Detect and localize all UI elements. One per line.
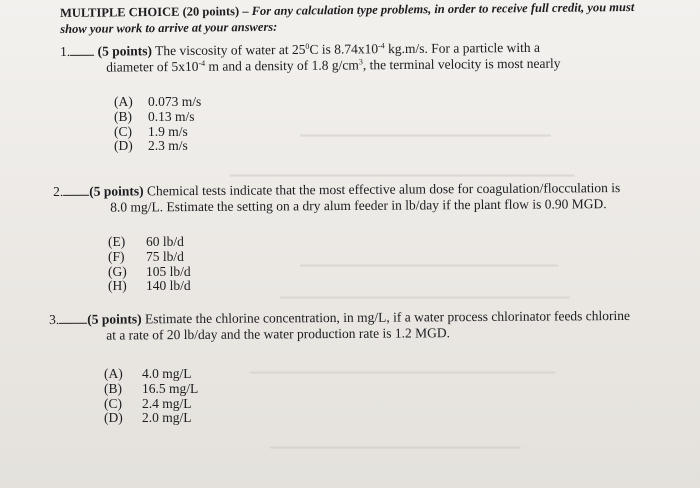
- bleed-through: ━━━━━━━━━━━━━━━━━━━━━━━━━━━━━━━━: [270, 440, 521, 455]
- question-1: [60, 38, 680, 76]
- choices-question-2: [108, 235, 191, 294]
- question-3: [49, 307, 679, 344]
- superscript: 0: [305, 41, 310, 51]
- choice-text: 105 lb/d: [146, 263, 191, 279]
- bleed-through: ━━━━━━━━━━━━━━━━━━━━━━━━━━━━━━━━━━━━━━━━━━━━: [230, 168, 575, 183]
- choice-option[interactable]: [108, 235, 191, 250]
- question-text: kg.m/s. For a particle with a: [384, 39, 541, 57]
- bleed-through: ━━━━━━━━━━━━━━━━━━━━━━━━━━━━━━━━: [300, 128, 551, 143]
- superscript: 3: [358, 57, 363, 67]
- question-text: 8.0 mg/L. Estimate the setting on a dry alum feeder in lb/day if the plant flow is 0.90 MGD.: [110, 196, 607, 215]
- choice-letter: (B): [114, 108, 132, 124]
- choice-text: 0.073 m/s: [148, 94, 202, 109]
- choice-letter: (F): [108, 248, 125, 264]
- question-points: (5 points): [87, 311, 142, 327]
- question-text: m and a density of 1.8 g/cm: [205, 57, 359, 74]
- superscript: -4: [198, 58, 206, 68]
- choice-letter: (A): [114, 94, 133, 109]
- choice-text: 2.3 m/s: [148, 138, 188, 154]
- choice-letter: (D): [114, 138, 133, 154]
- choice-letter: (H): [108, 278, 127, 294]
- question-number: 2.: [53, 183, 64, 199]
- question-text: The viscosity of water at 25: [155, 41, 306, 59]
- choice-option[interactable]: [104, 397, 198, 412]
- choice-option[interactable]: [108, 265, 191, 280]
- bleed-through: ━━━━━━━━━━━━━━━━━━━━━━━━━━━━━━━━━: [300, 258, 559, 273]
- choice-text: 1.9 m/s: [148, 123, 188, 139]
- choices-question-3: [104, 367, 198, 426]
- choices-question-1: [114, 95, 201, 154]
- question-text: diameter of 5x10: [106, 58, 199, 75]
- choice-option[interactable]: [114, 125, 201, 140]
- answer-blank[interactable]: [59, 311, 87, 324]
- choice-option[interactable]: [108, 250, 191, 265]
- question-2: [53, 179, 683, 216]
- question-number: 3.: [49, 311, 60, 327]
- answer-blank[interactable]: [70, 43, 94, 56]
- choice-letter: (G): [108, 263, 127, 279]
- choice-text: 60 lb/d: [146, 234, 184, 249]
- choice-option[interactable]: [104, 411, 198, 426]
- choice-text: 0.13 m/s: [148, 108, 195, 124]
- section-instructions-line1: For any calculation type problems, in order to receive full credit, you must: [251, 0, 635, 18]
- bleed-through: ━━━━━━━━━━━━━━━━━━━━━━━━━━━━━━━━━━━━━━━: [250, 365, 556, 380]
- choice-letter: (C): [104, 395, 122, 411]
- choice-option[interactable]: [108, 279, 191, 294]
- choice-letter: (D): [104, 410, 123, 426]
- choice-option[interactable]: [104, 382, 198, 397]
- question-text: , the terminal velocity is most nearly: [362, 55, 561, 73]
- choice-letter: (B): [104, 380, 122, 396]
- section-title: MULTIPLE CHOICE (20 points) –: [60, 3, 252, 20]
- answer-blank[interactable]: [63, 183, 89, 196]
- question-text: C is 8.74x10: [309, 41, 379, 57]
- question-number: 1.: [60, 43, 71, 59]
- question-text: at a rate of 20 lb/day and the water production rate is 1.2 MGD.: [106, 325, 450, 343]
- choice-letter: (E): [108, 234, 126, 249]
- choice-option[interactable]: [104, 367, 198, 382]
- choice-letter: (A): [104, 366, 123, 381]
- choice-text: 75 lb/d: [146, 248, 184, 264]
- question-text: Estimate the chlorine concentration, in mg/L, if a water process chlorinator feeds chlorine: [144, 307, 631, 327]
- choice-option[interactable]: [114, 139, 201, 154]
- bleed-through: ━━━━━━━━━━━━━━━━━━━━━━━━━━━━━━━━━━━━━: [280, 290, 570, 305]
- question-points: (5 points): [97, 43, 153, 59]
- choice-text: 4.0 mg/L: [142, 366, 192, 381]
- choice-option[interactable]: [114, 110, 201, 125]
- question-points: (5 points): [89, 183, 144, 199]
- question-text: Chemical tests indicate that the most effective alum dose for coagulation/flocculation is: [146, 180, 621, 199]
- choice-text: 2.0 mg/L: [142, 410, 192, 426]
- superscript: -4: [378, 41, 385, 51]
- section-header: [60, 0, 690, 37]
- section-instructions-line2: show your work to arrive at your answers:: [60, 19, 278, 36]
- choice-text: 140 lb/d: [146, 278, 191, 294]
- choice-text: 2.4 mg/L: [142, 395, 192, 411]
- choice-text: 16.5 mg/L: [142, 380, 199, 396]
- choice-letter: (C): [114, 123, 132, 139]
- choice-option[interactable]: [114, 95, 201, 110]
